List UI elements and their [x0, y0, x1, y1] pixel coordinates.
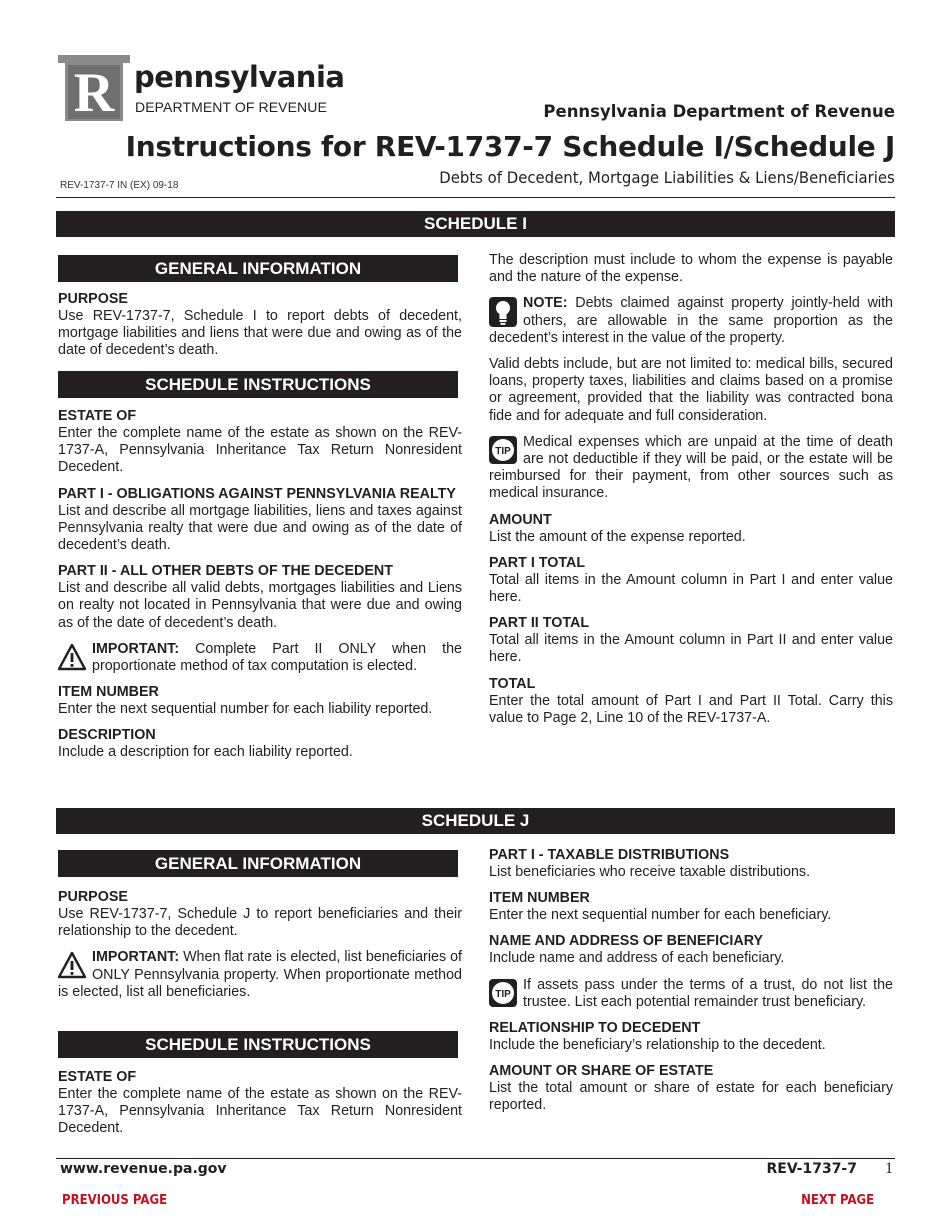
footer-url: www.revenue.pa.gov	[60, 1161, 227, 1177]
amount-heading: AMOUNT	[489, 511, 552, 528]
part1-total-text: Total all items in the Amount column in Part I and enter value here.	[489, 571, 893, 606]
purpose-heading: PURPOSE	[58, 291, 128, 307]
lightbulb-icon	[489, 297, 517, 327]
part2-total-text: Total all items in the Amount column in Part II and enter value here.	[489, 632, 893, 666]
warning-triangle-icon	[58, 951, 86, 981]
relationship-heading: RELATIONSHIP TO DECEDENT	[489, 1020, 701, 1037]
part1-text: List and describe all mortgage liabilities, liens and taxes against Pennsylvania realty that were due and owing as of the date of decedent’s death.	[58, 502, 462, 554]
relationship-text: Include the beneficiary’s relationship to the decedent.	[489, 1037, 826, 1054]
tip-badge-icon	[489, 436, 517, 466]
schedule-i-instructions-bar: SCHEDULE INSTRUCTIONS	[58, 371, 458, 398]
name-address-text: Include name and address of each beneficiary.	[489, 950, 785, 967]
pa-revenue-logo	[58, 55, 358, 125]
valid-debts-text: Valid debts include, but are not limited to: medical bills, secured loans, property taxes, liabilities and claims based on a promise or agreement, provided that the liability was contracted bona fide and for adequate and full consideration.	[489, 356, 893, 424]
important-text: When flat rate is elected, list beneficiaries of ONLY Pennsylvania property. When proportionate method is elected, list all beneficiaries.	[58, 949, 462, 1000]
trust-tip-text: If assets pass under the terms of a trust, do not list the trustee. List each potential remainder trust beneficiary.	[523, 976, 893, 1010]
schedule-i-purpose	[58, 291, 462, 360]
schedule-j-instructions-bar: SCHEDULE INSTRUCTIONS	[58, 1031, 458, 1058]
total-text: Enter the total amount of Part I and Part II Total. Carry this value to Page 2, Line 10 of the REV-1737-A.	[489, 692, 893, 726]
note-label: NOTE:	[523, 295, 568, 312]
part1-heading: PART I - OBLIGATIONS AGAINST PENNSYLVANIA REALTY	[58, 485, 456, 502]
purpose-text: Use REV-1737-7, Schedule J to report beneficiaries and their relationship to the decedent.	[58, 906, 462, 940]
amount-share-text: List the total amount or share of estate for each beneficiary reported.	[489, 1080, 893, 1114]
tip-badge-icon	[489, 979, 517, 1009]
item-number-heading: ITEM NUMBER	[58, 684, 159, 701]
logo-department: DEPARTMENT OF REVENUE	[135, 99, 327, 115]
svg-text:TIP: TIP	[495, 988, 511, 1000]
estate-of-heading: ESTATE OF	[58, 408, 137, 424]
page-title: Instructions for REV-1737-7 Schedule I/Schedule J	[125, 130, 895, 163]
schedule-i-general-info-bar: GENERAL INFORMATION	[58, 255, 458, 282]
footer-divider	[56, 1158, 895, 1159]
estate-of-text: Enter the complete name of the estate as shown on the REV-1737-A, Pennsylvania Inheritance Tax Return Nonresident Decedent.	[58, 1086, 462, 1137]
trust-tip	[489, 977, 893, 1011]
purpose-text: Use REV-1737-7, Schedule I to report debts of decedent, mortgage liabilities and liens that were due and owing as of the date of decedent’s death.	[58, 308, 462, 359]
schedule-j-bar: SCHEDULE J	[56, 808, 895, 834]
header-divider	[56, 197, 895, 198]
important-label: IMPORTANT:	[92, 640, 180, 657]
part1-heading: PART I - TAXABLE DISTRIBUTIONS	[489, 847, 730, 863]
total-heading: TOTAL	[489, 675, 536, 692]
schedule-i-left-column	[58, 408, 462, 762]
item-number-text: Enter the next sequential number for each liability reported.	[58, 701, 433, 718]
schedule-j-purpose	[58, 889, 462, 1001]
schedule-i-right-column	[489, 252, 893, 727]
item-number-heading: ITEM NUMBER	[489, 890, 590, 907]
important-note	[58, 641, 462, 675]
page-number: 1	[885, 1160, 893, 1177]
part2-text: List and describe all valid debts, mortgages liabilities and Liens on realty not located in Pennsylvania that were due and owing as of the date of decedent’s death.	[58, 580, 462, 631]
previous-page-link[interactable]: PREVIOUS PAGE	[62, 1193, 168, 1208]
medical-tip-text: Medical expenses which are unpaid at the time of death are not deductible if they will be paid, or the estate will be reimbursed for their payment, from other sources such as medical insurance.	[489, 433, 893, 502]
next-page-link[interactable]: NEXT PAGE	[800, 1193, 874, 1208]
form-code: REV-1737-7 IN (EX) 09-18	[60, 180, 179, 191]
note-text: Debts claimed against property jointly-held with others, are allowable in the same proportion as the decedent’s interest in the value of the property.	[489, 295, 893, 346]
keystone-logo-icon	[58, 55, 130, 123]
amount-text: List the amount of the expense reported.	[489, 528, 746, 545]
jointly-held-note	[489, 295, 893, 347]
part1-text: List beneficiaries who receive taxable distributions.	[489, 864, 811, 880]
footer-form-number: REV-1737-7	[766, 1161, 857, 1177]
schedule-j-right-column	[489, 847, 893, 1115]
item-number-text: Enter the next sequential number for each beneficiary.	[489, 907, 832, 924]
description-text: Include a description for each liability reported.	[58, 744, 353, 761]
purpose-heading: PURPOSE	[58, 889, 128, 905]
schedule-j-general-info-bar: GENERAL INFORMATION	[58, 850, 458, 877]
estate-of-text: Enter the complete name of the estate as shown on the REV-1737-A, Pennsylvania Inheritance Tax Return Nonresident Decedent.	[58, 425, 462, 476]
important-note	[58, 949, 462, 1001]
svg-text:TIP: TIP	[495, 445, 511, 457]
schedule-j-estate	[58, 1069, 462, 1138]
warning-triangle-icon	[58, 643, 86, 673]
page-subtitle: Debts of Decedent, Mortgage Liabilities & Liens/Beneficiaries	[439, 168, 895, 187]
medical-tip	[489, 434, 893, 503]
important-text: Complete Part II ONLY when the proportionate method of tax computation is elected.	[92, 640, 462, 675]
estate-of-heading: ESTATE OF	[58, 1069, 137, 1085]
header-department: Pennsylvania Department of Revenue	[543, 102, 895, 121]
name-address-heading: NAME AND ADDRESS OF BENEFICIARY	[489, 933, 764, 950]
important-label: IMPORTANT:	[92, 949, 180, 966]
part2-total-heading: PART II TOTAL	[489, 615, 590, 632]
logo-wordmark: pennsylvania	[134, 60, 345, 94]
part1-total-heading: PART I TOTAL	[489, 554, 586, 571]
description-heading: DESCRIPTION	[58, 727, 156, 744]
part2-heading: PART II - ALL OTHER DEBTS OF THE DECEDENT	[58, 563, 393, 580]
description-continued: The description must include to whom the expense is payable and the nature of the expense.	[489, 252, 893, 286]
amount-share-heading: AMOUNT OR SHARE OF ESTATE	[489, 1063, 714, 1080]
schedule-i-bar: SCHEDULE I	[56, 211, 895, 237]
svg-text:R: R	[73, 62, 115, 123]
